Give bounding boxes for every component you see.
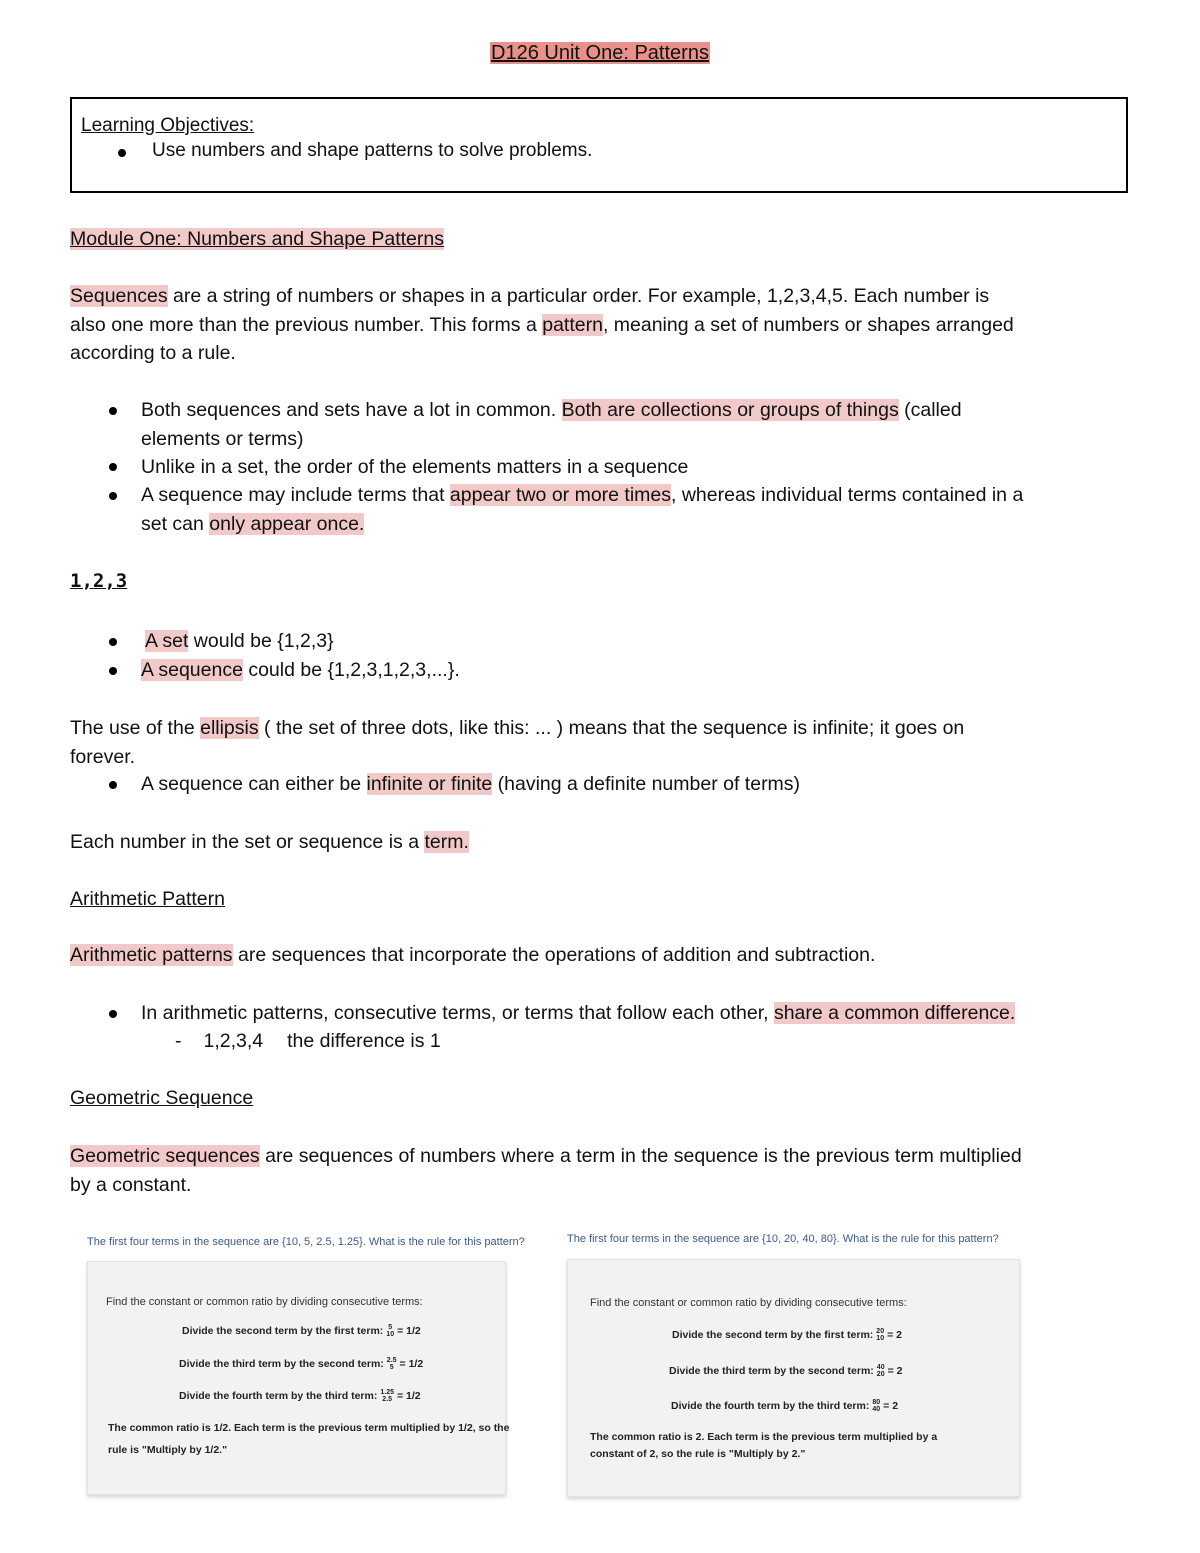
pattern-term: pattern xyxy=(542,313,603,336)
learning-objectives-box xyxy=(70,97,1128,193)
list-item: A sequence could be {1,2,3,1,2,3,...}. xyxy=(141,659,460,681)
list-item: Both sequences and sets have a lot in common. Both are collections or groups of things (called elements or terms) xyxy=(141,399,962,450)
term-paragraph: Each number in the set or sequence is a term. xyxy=(70,831,469,853)
learning-objectives-label: Learning Objectives: xyxy=(81,115,255,136)
geometric-paragraph: Geometric sequences are sequences of numbers where a term in the sequence is the previous term multiplied by a constant. xyxy=(70,1145,1022,1196)
example-question: The first four terms in the sequence are {10, 20, 40, 80}. What is the rule for this pattern? xyxy=(567,1233,999,1245)
bullet-icon xyxy=(109,781,117,789)
example-card: Find the constant or common ratio by dividing consecutive terms: Divide the second term by the first term: 5 10 = 1/2 Divide the third term by the second term: 2.5 5 = 1/2 Divide the fourth term by the third term: 1.25 2.5 = 1/2 The common ratio is 1/2. Each term is the previous term multiplied by 1/2, so the rule is "Multiply by 1/2." xyxy=(87,1261,506,1495)
example-card: Find the constant or common ratio by dividing consecutive terms: Divide the second term by the first term: 20 10 = 2 Divide the third term by the second term: 40 20 = 2 Divide the fourth term by the third term: 80 40 = 2 The common ratio is 2. Each term is the previous term multiplied by a constant of 2, so the rule is "Multiply by 2." xyxy=(567,1259,1020,1497)
bullet-icon xyxy=(109,463,117,471)
module-heading: Module One: Numbers and Shape Patterns xyxy=(70,228,444,250)
sequences-paragraph: Sequences are a string of numbers or shapes in a particular order. For example, 1,2,3,4,5. Each number is also one more than the previous number. This forms a pattern, meaning a set of numbers or shapes arranged according to a rule. xyxy=(70,285,1014,364)
arithmetic-heading: Arithmetic Pattern xyxy=(70,888,225,910)
bullet-icon xyxy=(109,492,117,500)
ellipsis-paragraph: The use of the ellipsis ( the set of three dots, like this: ... ) means that the sequence is infinite; it goes on forever. xyxy=(70,717,965,768)
list-item: A sequence can either be infinite or finite (having a definite number of terms) xyxy=(141,773,801,795)
page-title: D126 Unit One: Patterns xyxy=(491,42,709,64)
objective-item: Use numbers and shape patterns to solve problems. xyxy=(152,140,593,161)
list-item: A set would be {1,2,3} xyxy=(145,630,334,652)
example-question: The first four terms in the sequence are {10, 5, 2.5, 1.25}. What is the rule for this pattern? xyxy=(87,1236,525,1248)
list-item: In arithmetic patterns, consecutive terms, or terms that follow each other, share a common difference. xyxy=(141,1002,1016,1024)
arithmetic-paragraph: Arithmetic patterns are sequences that incorporate the operations of addition and subtraction. xyxy=(70,944,876,966)
bullet-icon xyxy=(109,407,117,415)
bullet-icon xyxy=(109,1010,117,1018)
geometric-heading: Geometric Sequence xyxy=(70,1087,254,1109)
sub-list-item: - 1,2,3,4 the difference is 1 xyxy=(175,1030,441,1052)
bullet-icon xyxy=(118,149,126,157)
example-heading: 1,2,3 xyxy=(70,570,128,592)
list-item: A sequence may include terms that appear two or more times, whereas individual terms contained in a set can only appear once. xyxy=(141,484,1024,535)
bullet-icon xyxy=(109,638,117,646)
list-item: Unlike in a set, the order of the elements matters in a sequence xyxy=(141,456,689,478)
bullet-icon xyxy=(109,667,117,675)
sequences-term: Sequences xyxy=(70,285,168,307)
